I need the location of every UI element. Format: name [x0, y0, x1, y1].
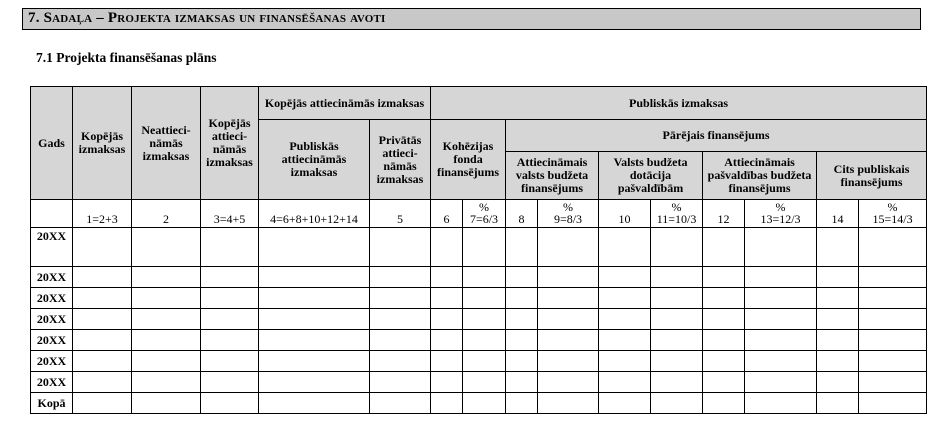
data-cell[interactable] — [259, 393, 370, 414]
data-cell[interactable] — [745, 330, 817, 351]
data-cell[interactable] — [370, 351, 431, 372]
data-cell[interactable] — [431, 309, 463, 330]
column-number-cell — [745, 200, 817, 228]
data-cell[interactable] — [817, 330, 859, 351]
data-cell[interactable] — [599, 372, 651, 393]
data-cell[interactable] — [463, 330, 506, 351]
data-cell[interactable] — [259, 330, 370, 351]
data-cell[interactable] — [745, 228, 817, 267]
column-number-cell — [859, 200, 927, 228]
table-row — [31, 267, 927, 288]
header-parejais: Pārējais finansējums — [506, 120, 927, 152]
data-cell[interactable] — [201, 228, 259, 267]
percent-label: % — [671, 200, 682, 214]
header-publiskas-izmaksas: Publiskās izmaksas — [431, 87, 927, 120]
header-privatas-attiecinamas: Privātās attieci-nāmās izmaksas — [370, 120, 431, 200]
column-number-cell: 5 — [370, 200, 431, 228]
column-number-cell: 1=2+3 — [73, 200, 132, 228]
data-cell[interactable] — [651, 372, 703, 393]
percent-label: % — [887, 200, 898, 214]
data-cell[interactable] — [259, 372, 370, 393]
table-row-total — [31, 393, 927, 414]
data-cell[interactable] — [817, 267, 859, 288]
column-number-cell: 12 — [703, 200, 745, 228]
data-cell[interactable] — [859, 330, 927, 351]
column-number-label: 9=8/3 — [553, 212, 583, 226]
data-cell[interactable] — [651, 393, 703, 414]
data-cell[interactable] — [599, 228, 651, 267]
data-cell[interactable] — [431, 330, 463, 351]
data-cell[interactable] — [599, 393, 651, 414]
data-cell[interactable] — [201, 351, 259, 372]
data-cell[interactable] — [538, 288, 599, 309]
row-year-cell: 20XX — [31, 372, 73, 393]
data-cell[interactable] — [599, 351, 651, 372]
row-year-cell: 20XX — [31, 288, 73, 309]
data-cell[interactable] — [651, 351, 703, 372]
data-cell[interactable] — [859, 267, 927, 288]
data-cell[interactable] — [703, 351, 745, 372]
data-cell[interactable] — [703, 228, 745, 267]
data-cell[interactable] — [201, 330, 259, 351]
data-cell[interactable] — [431, 393, 463, 414]
row-year-cell: 20XX — [31, 267, 73, 288]
data-cell[interactable] — [538, 267, 599, 288]
data-cell[interactable] — [431, 372, 463, 393]
header-kohezijas: Kohēzijas fonda finansējums — [431, 120, 506, 200]
column-number-cell — [651, 200, 703, 228]
data-cell[interactable] — [370, 372, 431, 393]
row-year-cell: 20XX — [31, 330, 73, 351]
header-kopejas-izmaksas: Kopējās izmaksas — [73, 87, 132, 200]
data-cell[interactable] — [73, 372, 132, 393]
data-cell[interactable] — [259, 228, 370, 267]
data-cell[interactable] — [506, 393, 538, 414]
data-cell[interactable] — [651, 330, 703, 351]
section-title: 7. Sadaļa – Projekta izmaksas un finansēšanas avoti — [28, 10, 386, 26]
data-cell[interactable] — [703, 372, 745, 393]
data-cell[interactable] — [73, 351, 132, 372]
column-number-cell — [463, 200, 506, 228]
data-cell[interactable] — [201, 288, 259, 309]
column-number-cell: 6 — [431, 200, 463, 228]
data-cell[interactable] — [73, 309, 132, 330]
data-cell[interactable] — [745, 351, 817, 372]
data-cell[interactable] — [463, 393, 506, 414]
data-cell[interactable] — [132, 393, 201, 414]
data-cell[interactable] — [859, 393, 927, 414]
data-cell[interactable] — [506, 267, 538, 288]
data-cell[interactable] — [431, 288, 463, 309]
table-row — [31, 351, 927, 372]
data-cell[interactable] — [132, 330, 201, 351]
table-row — [31, 228, 927, 267]
data-cell[interactable] — [370, 267, 431, 288]
column-number-label: 11=10/3 — [656, 212, 697, 226]
data-cell[interactable] — [132, 309, 201, 330]
data-cell[interactable] — [506, 309, 538, 330]
data-cell[interactable] — [132, 351, 201, 372]
data-cell[interactable] — [431, 351, 463, 372]
data-cell[interactable] — [745, 393, 817, 414]
data-cell[interactable] — [859, 228, 927, 267]
data-cell[interactable] — [73, 393, 132, 414]
data-cell[interactable] — [73, 288, 132, 309]
data-cell[interactable] — [599, 309, 651, 330]
data-cell[interactable] — [431, 267, 463, 288]
data-cell[interactable] — [599, 267, 651, 288]
data-cell[interactable] — [703, 393, 745, 414]
data-cell[interactable] — [859, 288, 927, 309]
data-cell[interactable] — [817, 372, 859, 393]
data-cell[interactable] — [201, 267, 259, 288]
data-cell[interactable] — [817, 351, 859, 372]
table-row — [31, 309, 927, 330]
data-cell[interactable] — [132, 372, 201, 393]
data-cell[interactable] — [132, 228, 201, 267]
percent-label: % — [775, 200, 786, 214]
column-number-label: 13=12/3 — [760, 212, 801, 226]
data-cell[interactable] — [506, 372, 538, 393]
table-row — [31, 330, 927, 351]
column-number-cell — [538, 200, 599, 228]
column-number-cell: 3=4+5 — [201, 200, 259, 228]
data-cell[interactable] — [745, 288, 817, 309]
column-number-cell: 14 — [817, 200, 859, 228]
data-cell[interactable] — [463, 288, 506, 309]
data-cell[interactable] — [599, 288, 651, 309]
data-cell[interactable] — [201, 309, 259, 330]
data-cell[interactable] — [538, 330, 599, 351]
header-gads: Gads — [31, 87, 73, 200]
data-cell[interactable] — [745, 267, 817, 288]
header-kopejas-attiecinamas: Kopējās attieci-nāmās izmaksas — [201, 87, 259, 200]
data-cell[interactable] — [538, 393, 599, 414]
data-cell[interactable] — [259, 351, 370, 372]
column-number-cell: 8 — [506, 200, 538, 228]
header-publiskas-attiecinamas: Publiskās attiecināmās izmaksas — [259, 120, 370, 200]
row-year-cell: 20XX — [31, 228, 73, 267]
data-cell[interactable] — [370, 228, 431, 267]
data-cell[interactable] — [463, 309, 506, 330]
data-cell[interactable] — [259, 309, 370, 330]
percent-label: % — [563, 200, 574, 214]
data-cell[interactable] — [538, 228, 599, 267]
table-row — [31, 288, 927, 309]
data-cell[interactable] — [463, 351, 506, 372]
row-year-cell: 20XX — [31, 309, 73, 330]
data-cell[interactable] — [859, 351, 927, 372]
data-cell[interactable] — [859, 372, 927, 393]
data-cell[interactable] — [745, 309, 817, 330]
data-cell[interactable] — [859, 309, 927, 330]
data-cell[interactable] — [538, 351, 599, 372]
header-valsts-budzeta: Attiecināmais valsts budžeta finansējums — [506, 152, 599, 200]
data-cell[interactable] — [745, 372, 817, 393]
data-cell[interactable] — [201, 372, 259, 393]
row-year-cell: 20XX — [31, 351, 73, 372]
column-number-cell: 2 — [132, 200, 201, 228]
data-cell[interactable] — [817, 309, 859, 330]
data-cell[interactable] — [463, 228, 506, 267]
column-number-row — [31, 200, 927, 228]
data-cell[interactable] — [538, 309, 599, 330]
data-cell[interactable] — [817, 393, 859, 414]
column-number-cell — [31, 200, 73, 228]
data-cell[interactable] — [651, 309, 703, 330]
data-cell[interactable] — [703, 267, 745, 288]
data-cell[interactable] — [703, 309, 745, 330]
data-cell[interactable] — [599, 330, 651, 351]
data-cell[interactable] — [370, 330, 431, 351]
data-cell[interactable] — [259, 267, 370, 288]
header-kopejas-attiecinamas-group: Kopējās attiecināmās izmaksas — [259, 87, 431, 120]
column-number-label: 15=14/3 — [872, 212, 913, 226]
data-cell[interactable] — [651, 228, 703, 267]
data-cell[interactable] — [506, 330, 538, 351]
header-cits: Cits publiskais finansējums — [817, 152, 927, 200]
data-cell[interactable] — [506, 351, 538, 372]
data-cell[interactable] — [370, 288, 431, 309]
data-cell[interactable] — [370, 393, 431, 414]
table-row — [31, 372, 927, 393]
data-cell[interactable] — [506, 288, 538, 309]
data-cell[interactable] — [817, 288, 859, 309]
percent-label: % — [479, 200, 490, 214]
header-pasvaldibas: Attiecināmais pašvaldības budžeta finansējums — [703, 152, 817, 200]
column-number-cell: 4=6+8+10+12+14 — [259, 200, 370, 228]
data-cell[interactable] — [703, 330, 745, 351]
data-cell[interactable] — [651, 267, 703, 288]
data-cell[interactable] — [431, 228, 463, 267]
data-cell[interactable] — [73, 228, 132, 267]
data-cell[interactable] — [463, 267, 506, 288]
section-header-bar — [22, 8, 921, 30]
data-cell[interactable] — [506, 228, 538, 267]
data-cell[interactable] — [201, 393, 259, 414]
data-cell[interactable] — [538, 372, 599, 393]
financing-plan-table — [30, 86, 927, 414]
data-cell[interactable] — [817, 228, 859, 267]
data-cell[interactable] — [463, 372, 506, 393]
data-cell[interactable] — [73, 330, 132, 351]
data-cell[interactable] — [370, 309, 431, 330]
column-number-label: 7=6/3 — [469, 212, 499, 226]
row-total-cell: Kopā — [31, 393, 73, 414]
data-cell[interactable] — [132, 267, 201, 288]
subsection-title: 7.1 Projekta finansēšanas plāns — [36, 50, 217, 65]
data-cell[interactable] — [73, 267, 132, 288]
data-cell[interactable] — [259, 288, 370, 309]
data-cell[interactable] — [132, 288, 201, 309]
data-cell[interactable] — [703, 288, 745, 309]
column-number-cell: 10 — [599, 200, 651, 228]
data-cell[interactable] — [651, 288, 703, 309]
header-neattiecinamas: Neattieci-nāmās izmaksas — [132, 87, 201, 200]
header-valsts-dotacija: Valsts budžeta dotācija pašvaldībām — [599, 152, 703, 200]
